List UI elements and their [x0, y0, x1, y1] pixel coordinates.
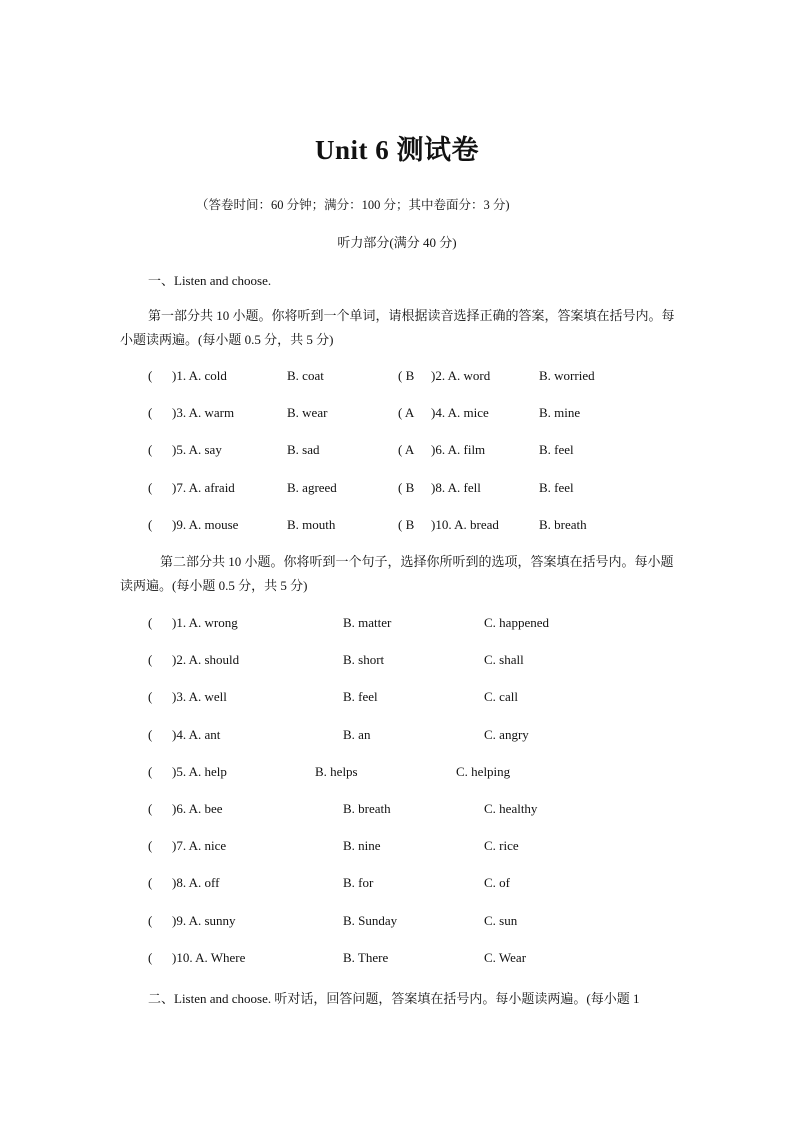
answer-bracket: ( [148, 726, 153, 742]
option-c: C. happened [484, 615, 549, 630]
option-b: B. feel [539, 479, 574, 495]
option-c: C. angry [484, 726, 529, 742]
option-a: )3. A. well [172, 689, 227, 705]
answer-bracket: ( [148, 838, 153, 854]
option-c: C. rice [484, 838, 519, 854]
option-a: )8. A. off [172, 875, 220, 891]
option-b: B. agreed [287, 479, 337, 495]
answer-bracket: ( [148, 689, 153, 705]
part2-instructions: 第二部分共 10 小题。你将听到一个句子，选择你所听到的选项，答案填在括号内。每小题读两遍。(每小题 0.5 分，共 5 分) [120, 554, 674, 593]
option-a: )4. A. mice [431, 405, 489, 421]
exam-meta: （答卷时间：60 分钟；满分：100 分；其中卷面分：3 分) [196, 198, 510, 212]
option-b: B. feel [539, 442, 574, 458]
option-a: )5. A. say [172, 442, 222, 458]
option-b: B. an [343, 726, 371, 742]
answer-bracket: ( [148, 479, 153, 495]
listening-header: 听力部分(满分 40 分) [337, 235, 457, 250]
option-b: B. mouth [287, 516, 336, 532]
option-a: )1. A. wrong [172, 615, 238, 630]
option-b: B. breath [343, 801, 391, 816]
option-a: )9. A. mouse [172, 516, 239, 532]
option-b: B. worried [539, 368, 595, 383]
option-b: B. coat [287, 368, 324, 383]
option-b: B. wear [287, 405, 328, 421]
option-a: )2. A. word [431, 368, 491, 383]
option-a: )6. A. film [431, 442, 486, 458]
option-b: B. for [343, 875, 374, 891]
option-c: C. shall [484, 652, 524, 668]
option-c: C. healthy [484, 801, 538, 816]
answer-bracket: ( A [398, 405, 415, 421]
option-b: B. helps [315, 763, 358, 779]
answer-bracket: ( [148, 652, 153, 668]
option-b: B. short [343, 652, 385, 668]
option-a: )9. A. sunny [172, 912, 236, 928]
answer-bracket: ( [148, 516, 153, 532]
option-b: B. matter [343, 615, 392, 630]
answer-bracket: ( A [398, 442, 415, 458]
answer-bracket: ( B [398, 479, 415, 495]
answer-bracket: ( [148, 442, 153, 458]
page-title: Unit 6 测试卷 [314, 135, 479, 165]
option-a: )5. A. help [172, 763, 227, 779]
option-a: )1. A. cold [172, 368, 227, 383]
option-b: B. breath [539, 516, 587, 532]
answer-bracket: ( [148, 763, 153, 779]
section2-heading: 二、Listen and choose. 听对话，回答问题，答案填在括号内。每小题读两遍。(每小题 1 [148, 991, 640, 1006]
answer-bracket: ( [148, 801, 153, 816]
option-b: B. There [343, 949, 389, 965]
part1-instructions: 第一部分共 10 小题。你将听到一个单词，请根据读音选择正确的答案，答案填在括号内。每小题读两遍。(每小题 0.5 分，共 5 分) [120, 308, 675, 347]
option-c: C. sun [484, 912, 518, 928]
answer-bracket: ( [148, 615, 153, 630]
answer-bracket: ( [148, 912, 153, 928]
option-a: )6. A. bee [172, 801, 223, 816]
option-b: B. nine [343, 838, 381, 854]
option-a: )10. A. Where [172, 949, 246, 965]
answer-bracket: ( B [398, 516, 415, 532]
option-a: )8. A. fell [431, 479, 481, 495]
option-c: C. of [484, 875, 510, 891]
option-b: B. Sunday [343, 912, 398, 928]
answer-bracket: ( [148, 949, 153, 965]
option-a: )7. A. afraid [172, 479, 235, 495]
option-c: C. helping [456, 763, 511, 779]
answer-bracket: ( B [398, 368, 415, 383]
option-c: C. Wear [484, 949, 527, 965]
section1-heading: 一、Listen and choose. [148, 273, 272, 288]
answer-bracket: ( [148, 875, 153, 891]
option-b: B. mine [539, 405, 581, 421]
answer-bracket: ( [148, 405, 153, 421]
option-b: B. feel [343, 689, 378, 705]
option-a: )2. A. should [172, 652, 240, 668]
option-a: )7. A. nice [172, 838, 227, 854]
option-b: B. sad [287, 442, 320, 458]
option-a: )10. A. bread [431, 516, 499, 532]
option-a: )3. A. warm [172, 405, 235, 421]
answer-bracket: ( [148, 368, 153, 383]
option-a: )4. A. ant [172, 726, 221, 742]
option-c: C. call [484, 689, 518, 705]
